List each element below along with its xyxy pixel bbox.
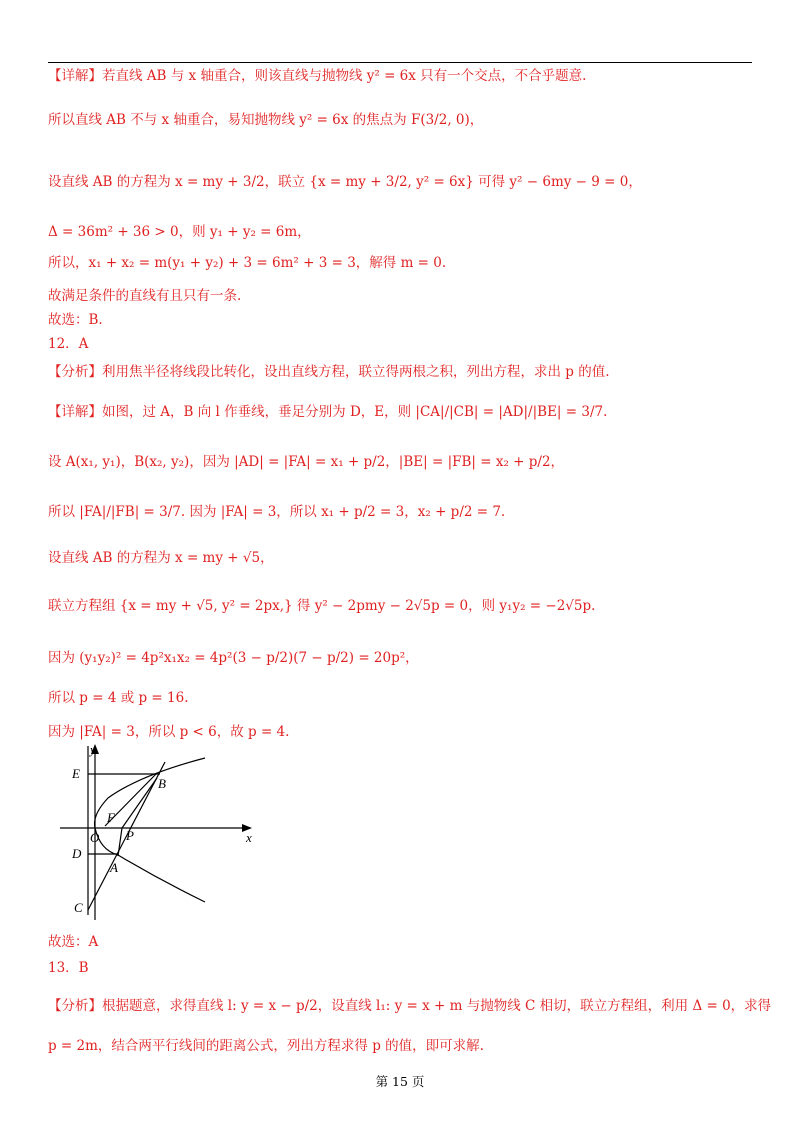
label-D: D (72, 846, 82, 861)
text-line: 12．A (48, 336, 89, 352)
text-line: 设直线 AB 的方程为 x = my + 3/2，联立 {x = my + 3/2, y² = 6x} 可得 y² − 6my − 9 = 0， (48, 174, 642, 190)
text-line: 【分析】利用焦半径将线段比转化，设出直线方程，联立得两根之积，列出方程，求出 p 的值. (48, 364, 610, 380)
text-line: 设直线 AB 的方程为 x = my + √5， (48, 550, 274, 566)
text-line: 故选：B. (48, 312, 103, 328)
text-line: 故满足条件的直线有且只有一条. (48, 288, 242, 304)
text-line: 所以，x₁ + x₂ = m(y₁ + y₂) + 3 = 6m² + 3 = 3，解得 m = 0. (48, 255, 447, 271)
text-line: 因为 (y₁y₂)² = 4p²x₁x₂ = 4p²(3 − p/2)(7 − p/2) = 20p²， (48, 650, 419, 666)
label-B: B (158, 776, 166, 791)
text-line: 13．B (48, 960, 89, 976)
text-line: 【详解】若直线 AB 与 x 轴重合，则该直线与抛物线 y² = 6x 只有一个交点，不合乎题意. (48, 68, 587, 84)
text-line: 所以 p = 4 或 p = 16. (48, 690, 189, 706)
text-line: Δ = 36m² + 36 > 0，则 y₁ + y₂ = 6m， (48, 224, 311, 240)
header-rule (48, 62, 752, 63)
label-E: E (72, 766, 80, 781)
label-y: y (90, 742, 96, 757)
label-O: O (90, 830, 100, 845)
text-line: 联立方程组 {x = my + √5, y² = 2px,} 得 y² − 2pmy − 2√5p = 0，则 y₁y₂ = −2√5p. (48, 598, 596, 614)
text-line: 设 A(x₁, y₁)，B(x₂, y₂)，因为 |AD| = |FA| = x₁ + p/2，|BE| = |FB| = x₂ + p/2， (48, 454, 565, 470)
label-A: A (110, 860, 118, 875)
text-line: 【分析】根据题意，求得直线 l: y = x − p/2，设直线 l₁: y = x + m 与抛物线 C 相切，联立方程组，利用 Δ = 0，求得 (48, 998, 772, 1014)
label-C: C (74, 900, 83, 915)
text-line: p = 2m，结合两平行线间的距离公式，列出方程求得 p 的值，即可求解. (48, 1038, 484, 1054)
text-line: 因为 |FA| = 3，所以 p < 6，故 p = 4. (48, 724, 290, 740)
parabola-figure (60, 740, 270, 925)
text-line: 【详解】如图，过 A，B 向 l 作垂线，垂足分别为 D，E，则 |CA|/|CB| = |AD|/|BE| = 3/7. (48, 404, 608, 420)
page-footer: 第 15 页 (375, 1074, 425, 1089)
label-P: P (126, 828, 134, 843)
label-F: F (107, 810, 115, 825)
text-line: 所以直线 AB 不与 x 轴重合，易知抛物线 y² = 6x 的焦点为 F(3/2, 0)， (48, 112, 484, 128)
label-x: x (246, 830, 252, 845)
text-line: 故选：A (48, 934, 99, 950)
text-line: 所以 |FA|/|FB| = 3/7. 因为 |FA| = 3，所以 x₁ + p/2 = 3，x₂ + p/2 = 7. (48, 504, 506, 520)
